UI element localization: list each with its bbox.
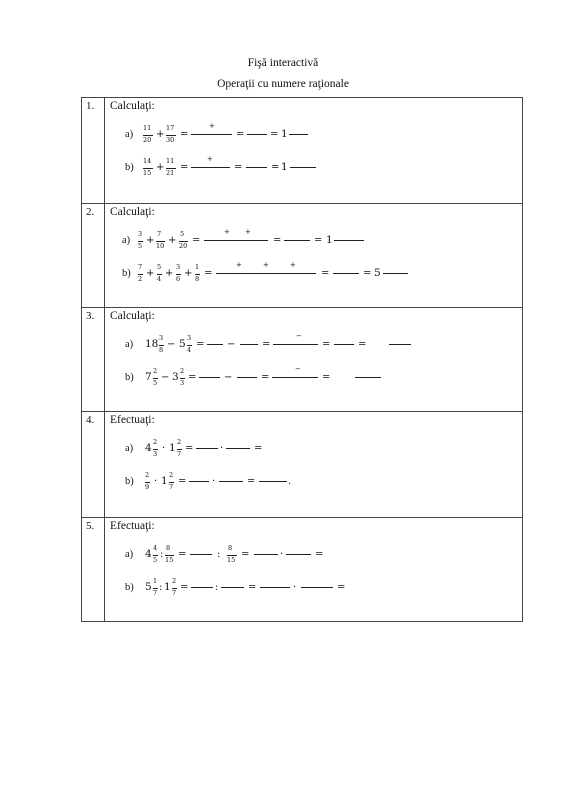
plus-hint: +: [207, 155, 213, 163]
exercise-heading: Efectuaţi:: [110, 520, 155, 532]
plus-hint: +: [245, 228, 251, 236]
answer-blank[interactable]: [333, 273, 359, 274]
whole-part: 5: [145, 581, 152, 593]
exercise-number: 5.: [82, 518, 105, 622]
plus-sign: +: [146, 268, 155, 279]
plus-hint: +: [209, 122, 215, 130]
denominator: 6: [176, 275, 181, 283]
item-2b: [105, 262, 522, 286]
answer-blank[interactable]: [272, 377, 318, 378]
numerator: 5: [157, 263, 162, 271]
answer-blank[interactable]: [190, 554, 212, 555]
equals-sign: =: [254, 443, 263, 454]
whole-part: 4: [145, 442, 152, 454]
numerator: 3: [176, 263, 181, 271]
denominator: 15: [227, 556, 236, 564]
equals-sign: =: [178, 549, 187, 560]
denominator: 7: [172, 589, 177, 597]
equals-sign: =: [178, 476, 187, 487]
dot-sign: ·: [220, 443, 224, 454]
exercise-heading: Calculaţi:: [110, 206, 155, 218]
denominator: 7: [153, 589, 158, 597]
answer-blank[interactable]: [389, 344, 411, 345]
plus-hint: +: [263, 261, 269, 269]
minus-hint: −: [296, 332, 302, 340]
answer-blank[interactable]: [247, 134, 267, 135]
numerator: 2: [153, 367, 158, 375]
equals-sign: =: [322, 339, 331, 350]
period: .: [288, 476, 292, 487]
denominator: 20: [179, 242, 188, 250]
equals-sign: =: [248, 582, 257, 593]
denominator: 3: [153, 450, 158, 458]
item-label: b): [125, 372, 134, 383]
equals-sign: =: [180, 162, 189, 173]
exercise-heading: Efectuaţi:: [110, 414, 155, 426]
whole-part: 1: [169, 442, 176, 454]
plus-sign: +: [165, 268, 174, 279]
numerator: 3: [187, 334, 192, 342]
answer-blank[interactable]: [240, 344, 258, 345]
answer-blank[interactable]: [237, 377, 257, 378]
denominator: 5: [153, 556, 158, 564]
denominator: 4: [157, 275, 162, 283]
exercise-row-3: [82, 308, 523, 412]
equals-sign: =: [180, 129, 189, 140]
minus-hint: −: [295, 365, 301, 373]
answer-blank[interactable]: [284, 240, 310, 241]
plus-hint: +: [236, 261, 242, 269]
equals-sign: =: [234, 162, 243, 173]
numerator: 2: [169, 471, 174, 479]
plus-sign: +: [156, 162, 165, 173]
denominator: 3: [180, 379, 185, 387]
answer-blank[interactable]: [221, 587, 244, 588]
answer-blank[interactable]: [254, 554, 278, 555]
denominator: 5: [153, 379, 158, 387]
denominator: 8: [159, 346, 164, 354]
answer-blank[interactable]: [355, 377, 381, 378]
item-1a: [105, 123, 522, 147]
numerator: 11: [143, 124, 152, 132]
numerator: 11: [166, 157, 175, 165]
answer-blank[interactable]: [207, 344, 223, 345]
exercise-number: 2.: [82, 204, 105, 308]
numerator: 7: [138, 263, 143, 271]
equals-sign: =: [188, 372, 197, 383]
answer-blank[interactable]: [246, 167, 267, 168]
dot-sign: ·: [154, 476, 158, 487]
item-label: b): [125, 162, 134, 173]
denominator: 5: [138, 242, 143, 250]
equals-sign: =: [314, 235, 323, 246]
answer-blank[interactable]: [289, 134, 308, 135]
numerator: 7: [157, 230, 162, 238]
item-4b: [105, 470, 522, 494]
equals-sign: =: [185, 443, 194, 454]
item-1b: [105, 156, 522, 180]
answer-blank[interactable]: [260, 587, 290, 588]
dot-sign: ·: [293, 582, 297, 593]
numerator: 1: [153, 577, 158, 585]
denominator: 30: [166, 136, 175, 144]
equals-sign: =: [192, 235, 201, 246]
plus-sign: +: [156, 129, 165, 140]
equals-sign: =: [337, 582, 346, 593]
answer-blank[interactable]: [290, 167, 316, 168]
exercise-number: 1.: [82, 98, 105, 204]
colon-sign: :: [217, 549, 221, 560]
answer-blank[interactable]: [189, 481, 209, 482]
item-label: a): [125, 549, 134, 560]
item-label: b): [125, 476, 134, 487]
numerator: 8: [166, 544, 171, 552]
answer-blank[interactable]: [273, 344, 318, 345]
whole-part: 3: [172, 371, 179, 383]
denominator: 15: [143, 169, 152, 177]
answer-blank[interactable]: [286, 554, 311, 555]
answer-blank[interactable]: [191, 167, 230, 168]
colon-sign: :: [159, 582, 163, 593]
item-label: a): [122, 235, 131, 246]
item-label: a): [125, 339, 134, 350]
minus-sign: −: [167, 339, 176, 350]
answer-blank[interactable]: [191, 587, 213, 588]
dot-sign: ·: [162, 443, 166, 454]
denominator: 10: [156, 242, 165, 250]
whole-part: 4: [145, 548, 152, 560]
answer-blank[interactable]: [199, 377, 220, 378]
answer-blank[interactable]: [334, 240, 364, 241]
item-label: b): [122, 268, 131, 279]
denominator: 15: [165, 556, 174, 564]
equals-sign: =: [241, 549, 250, 560]
denominator: 9: [145, 483, 150, 491]
colon-sign: :: [160, 549, 164, 560]
plus-sign: +: [146, 235, 155, 246]
worksheet-subtitle: Operaţii cu numere raţionale: [217, 78, 349, 90]
equals-sign: =: [315, 549, 324, 560]
equals-sign: =: [358, 339, 367, 350]
dot-sign: ·: [212, 476, 216, 487]
answer-blank[interactable]: [196, 448, 218, 449]
equals-sign: =: [322, 372, 331, 383]
exercise-row-1: [82, 98, 523, 204]
equals-sign: =: [270, 129, 279, 140]
minus-sign: −: [224, 372, 233, 383]
answer-blank[interactable]: [383, 273, 408, 274]
numerator: 3: [159, 334, 164, 342]
numerator: 2: [177, 438, 182, 446]
result-integer: 1: [326, 234, 333, 246]
whole-part: 18: [145, 338, 159, 350]
equals-sign: =: [236, 129, 245, 140]
exercise-heading: Calculaţi:: [110, 100, 155, 112]
integer-one: 1: [281, 161, 288, 173]
colon-sign: :: [215, 582, 219, 593]
item-label: a): [125, 443, 134, 454]
numerator: 1: [195, 263, 200, 271]
denominator: 8: [195, 275, 200, 283]
item-2a: [105, 229, 522, 253]
exercise-row-4: [82, 412, 523, 518]
equals-sign: =: [271, 162, 280, 173]
equals-sign: =: [363, 268, 372, 279]
whole-part: 7: [145, 371, 152, 383]
exercise-heading: Calculaţi:: [110, 310, 155, 322]
minus-sign: −: [227, 339, 236, 350]
numerator: 2: [180, 367, 185, 375]
answer-blank[interactable]: [334, 344, 354, 345]
numerator: 17: [166, 124, 175, 132]
equals-sign: =: [321, 268, 330, 279]
answer-blank[interactable]: [259, 481, 287, 482]
numerator: 5: [180, 230, 185, 238]
result-integer: 5: [374, 267, 381, 279]
answer-blank[interactable]: [219, 481, 243, 482]
denominator: 7: [177, 450, 182, 458]
exercise-row-5: [82, 518, 523, 622]
exercise-row-2: [82, 204, 523, 308]
item-3a: [105, 333, 522, 357]
equals-sign: =: [196, 339, 205, 350]
exercise-table: [81, 97, 523, 622]
equals-sign: =: [204, 268, 213, 279]
worksheet-title: Fişă interactivă: [247, 57, 319, 69]
numerator: 2: [153, 438, 158, 446]
equals-sign: =: [247, 476, 256, 487]
answer-blank[interactable]: [204, 240, 268, 241]
minus-sign: −: [161, 372, 170, 383]
integer-one: 1: [281, 128, 288, 140]
answer-blank[interactable]: [191, 134, 232, 135]
denominator: 2: [138, 275, 143, 283]
numerator: 14: [143, 157, 152, 165]
numerator: 2: [172, 577, 177, 585]
answer-blank[interactable]: [301, 587, 333, 588]
exercise-number: 4.: [82, 412, 105, 518]
answer-blank[interactable]: [226, 448, 250, 449]
item-5b: [105, 576, 522, 600]
item-label: b): [125, 582, 134, 593]
equals-sign: =: [261, 372, 270, 383]
whole-part: 5: [179, 338, 186, 350]
item-label: a): [125, 129, 134, 140]
numerator: 4: [153, 544, 158, 552]
equals-sign: =: [180, 582, 189, 593]
item-4a: [105, 437, 522, 461]
numerator: 8: [228, 544, 233, 552]
dot-sign: ·: [280, 549, 284, 560]
denominator: 7: [169, 483, 174, 491]
denominator: 4: [187, 346, 192, 354]
plus-hint: +: [224, 228, 230, 236]
plus-hint: +: [290, 261, 296, 269]
whole-part: 1: [161, 475, 168, 487]
plus-sign: +: [168, 235, 177, 246]
denominator: 21: [166, 169, 175, 177]
exercise-number: 3.: [82, 308, 105, 412]
item-5a: [105, 543, 522, 567]
numerator: 3: [138, 230, 143, 238]
numerator: 2: [145, 471, 150, 479]
denominator: 20: [143, 136, 152, 144]
equals-sign: =: [262, 339, 271, 350]
whole-part: 1: [164, 581, 171, 593]
equals-sign: =: [273, 235, 282, 246]
item-3b: [105, 366, 522, 390]
answer-blank[interactable]: [216, 273, 316, 274]
plus-sign: +: [184, 268, 193, 279]
